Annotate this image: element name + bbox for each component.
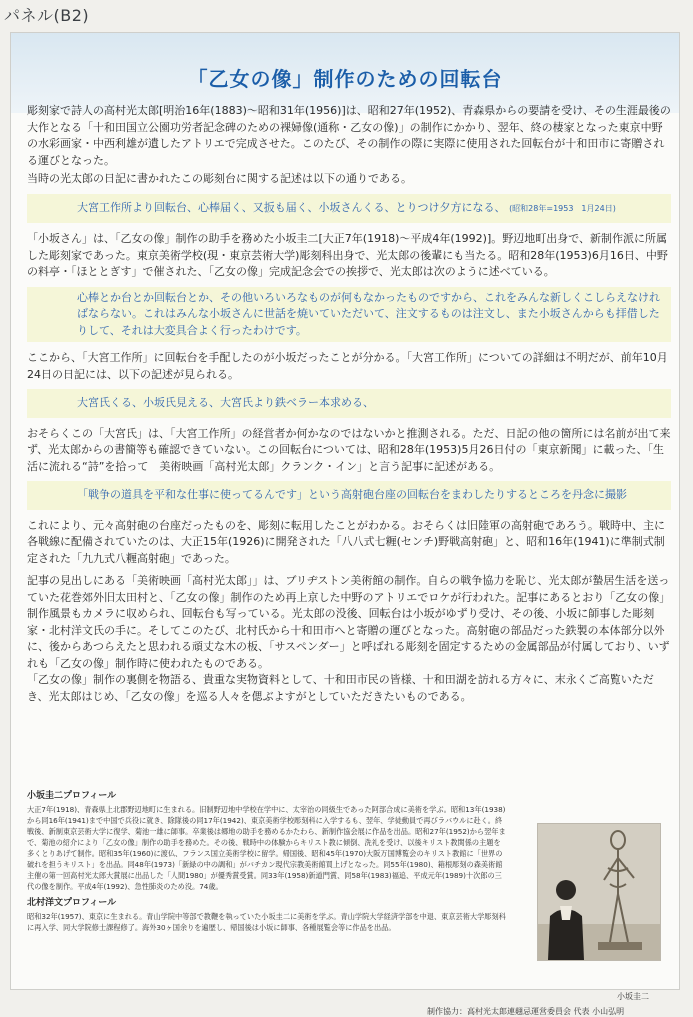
paragraph-7: 記事の見出しにある「美術映画「高村光太郎」」は、ブリヂストン美術館の制作。自らの戦争協力を恥じ、光太郎が蟄居生活を送っていた花巻郊外旧太田村と、「乙女の像」制作のため再上京した中野のアトリエでロケが行われた。記事にあるとおり「乙女の像」制作風景もカメラに収められ、回転台も写っている。光太郎の没後、回転台は小坂がゆずり受け、その後、小坂に師事した彫刻家・北村洋文氏の手に。そしてこのたび、北村氏から十和田市へと寄贈の運びとなった。高射砲の部品だった鉄製の本体部分以外に、後からあつらえたと思われる頑丈な木の板、「サスペンダー」と呼ばれる彫刻を固定するための金属部品が付属しており、いずれも「乙女の像」制作時に使われたものである。 xyxy=(27,574,671,670)
quote-newspaper: 「戦争の道具を平和な仕事に使ってるんです」という高射砲台座の回転台をまわしたりするところを丹念に撮影 xyxy=(27,481,671,510)
quote-text: 大宮工作所より回転台、心棒届く、又扳も届く、小坂さんくる、とりつけ夕方になる、 xyxy=(77,200,506,214)
panel-label: パネル(B2) xyxy=(4,6,90,25)
profile-text xyxy=(27,791,507,939)
quote-date: (昭和28年=1953 1月24日) xyxy=(509,203,616,213)
paragraph-1: 彫刻家で詩人の高村光太郎[明治16年(1883)～昭和31年(1956)]は、昭和27年(1952)、青森県からの要請を受け、その生涯最後の大作となる「十和田国立公園功労者記念碑のための裸婦像(通称・乙女の像)」の制作にかかり、翌年、終の棲家となった東京中野の水彩画家・中西利雄が遺したアトリエで完成させた。このたび、その制作の際に実際に使用された回転台が十和田市に寄贈される運びとなった。 xyxy=(27,104,671,167)
page-title: 「乙女の像」制作のための回転台 xyxy=(187,67,503,91)
paragraph-2: 当時の光太郎の日記に書かれたこの彫刻台に関する記述は以下の通りである。 xyxy=(27,172,412,185)
quote-speech: 心棒とか台とか回転台とか、その他いろいろなものが何もなかったものですから、これをみんな新しくこしらえなければならない。これはみんな小坂さんに世話を焼いていただいて、注文するものは注文し、また小坂さんからも拝借したりして、それは大変具合よく行ったわけです。 xyxy=(27,287,671,343)
panel-frame xyxy=(10,32,680,1016)
photo-caption: 小坂圭二 xyxy=(617,992,649,1001)
kosaka-profile-body: 大正7年(1918)、青森県上北郡野辺地町に生まれる。旧制野辺地中学校在学中に、太宰治の同級生であった阿部合成に美術を学ぶ。昭和13年(1938)から同16年(1941)まで中国で兵役に就き、除隊後の同17年(1942)、東京美術学校彫刻科に入学するも、翌年、学徒動員で再びラバウルに赴く。終戦後、新制東京芸術大学に復学、菊池一雄に師事。卒業後は郷地の助手を務めるかたわら、新制作協会展に作品を出品。昭和27年(1952)から翌年まで、菊池の紹介により「乙女の像」制作の助手を務めた。その後、戦時中の体験からキリスト教に傾倒、洗礼を受け、以後キリスト教関係の主題を多くとりあげて制作。昭和35年(1960)に渡仏、フランス国立美術学校に留学。帰国後、昭和45年(1970)大阪万国博覧会のキリスト教館に「世界の破れを担うキリスト」を出品。同48年(1973)「新緑の中の調和」がバチカン現代宗教美術館買上げとなった。同55年(1980)、箱根彫刻の森美術館主催の第一回高村光太郎大賞展に出品した「人間1980」が優秀賞受賞。同33年(1958)新道門賞、同58年(1983)福追、平成元年(1989)十次郎の三代の像を制作。平成4年(1992)、急性肺炎のため没。74歳。 xyxy=(27,805,506,891)
paragraph-3: 「小坂さん」は、「乙女の像」制作の助手を務めた小坂圭二[大正7年(1918)～平成4年(1992)]。野辺地町出身で、新制作派に所属した彫刻家であった。東京美術学校(現・東京芸術大学)彫刻科出身で、光太郎の後輩にも当たる。昭和28年(1953)6月16日、中野の料亭・「ほととぎす」で催された、「乙女の像」完成記念会での挨拶で、光太郎は次のように述べている。 xyxy=(27,232,668,278)
photo-illustration xyxy=(538,824,660,960)
paragraph-6: これにより、元々高射砲の台座だったものを、彫刻に転用したことがわかる。おそらくは旧陸軍の高射砲であろう。戦時中、主に各戦線に配備されていたのは、大正15年(1926)に開発された「八八式七糎(センチ)野戦高射砲」と、昭和16年(1941)に準制式制定された「九九式八糎高射砲」であった。 xyxy=(27,518,665,565)
kosaka-profile-heading: 小坂圭二プロフィール xyxy=(27,791,117,801)
quote-diary-2: 大宮氏くる、小坂氏見える、大宮氏より鉄ベラー本求める、 xyxy=(27,389,671,418)
kitamura-profile-heading: 北村洋文プロフィール xyxy=(27,898,117,908)
person-with-sculpture-photo xyxy=(537,823,661,961)
paragraph-5: おそらくこの「大宮氏」は、「大宮工作所」の経営者か何かなのではないかと推測される。ただ、日記の他の箇所には名前が出て来ず、光太郎からの書簡等も確認できていない。この回転台については、昭和28年(1953)5月26日付の「東京新聞」に載った、「生活に流れる“詩”を拾って 美術映画「高村光太郎」クランク・イン」と言う記事に記述がある。 xyxy=(27,426,671,473)
credit-line: 制作協力：高村光太郎連翹忌運営委員会 代表 小山弘明 xyxy=(427,1007,625,1016)
quote-diary-1 xyxy=(27,194,671,224)
paragraph-4: ここから、「大宮工作所」に回転台を手配したのが小坂だったことが分かる。「大宮工作所」についての詳細は不明だが、前年10月24日の日記には、以下の記述が見られる。 xyxy=(27,351,668,381)
paragraph-8: 「乙女の像」制作の裏側を物語る、貴重な実物資料として、十和田市民の皆様、十和田湖を訪れる方々に、末永くご高覧いただき、光太郎はじめ、「乙女の像」を巡る人々を偲ぶよすがとしていただきたいものである。 xyxy=(27,673,654,703)
profile-section xyxy=(27,791,671,1016)
kitamura-profile-body: 昭和32年(1957)、東京に生まれる。青山学院中等部で教鞭を執っていた小坂圭二に美術を学ぶ。青山学院大学経済学部を中退、東京芸術大学彫刻科に再入学、同大学院修士課程修了。海外30ヶ国余りを遍歴し、帰国後は小坂に師事、各種展覧会等に作品を出品。 xyxy=(27,912,506,932)
main-article xyxy=(27,103,671,711)
